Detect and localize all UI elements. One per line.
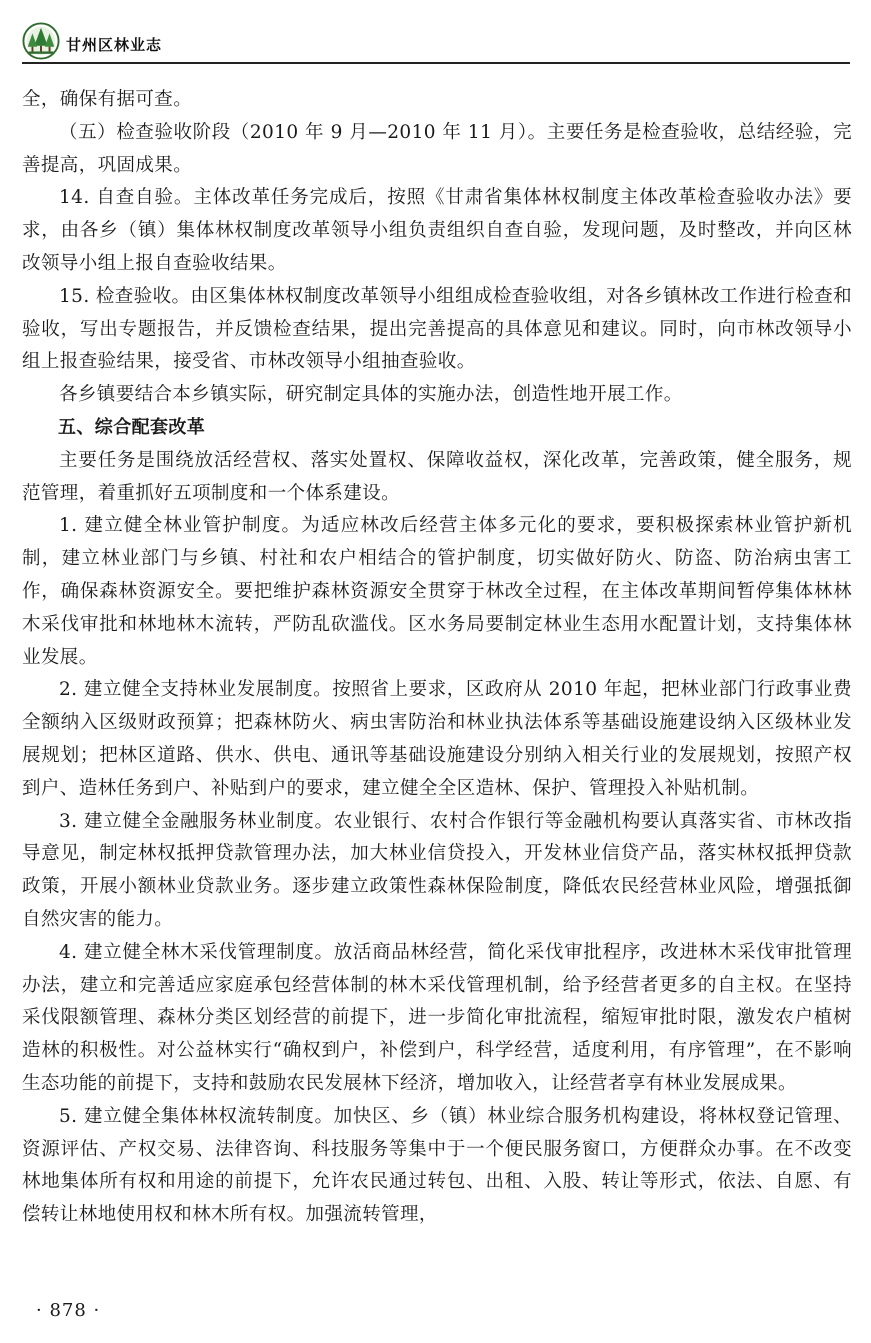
page-header [22, 22, 850, 64]
header-divider [22, 62, 850, 64]
paragraph: 3. 建立健全金融服务林业制度。农业银行、农村合作银行等金融机构要认真落实省、市林改指导意见，制定林权抵押贷款管理办法，加大林业信贷投入，开发林业信贷产品，落实林权抵押贷款政策，开展小额林业贷款业务。逐步建立政策性森林保险制度，降低农民经营林业风险，增强抵御自然灾害的能力。 [22, 810, 852, 930]
paragraph: 全，确保有据可查。 [22, 89, 193, 110]
paragraph: （五）检查验收阶段（2010 年 9 月—2010 年 11 月）。主要任务是检查验收，总结经验，完善提高，巩固成果。 [22, 121, 852, 176]
paragraph: 4. 建立健全林木采伐管理制度。放活商品林经营，简化采伐审批程序，改进林木采伐审批管理办法，建立和完善适应家庭承包经营体制的林木采伐管理机制，给予经营者更多的自主权。在坚持采伐限额管理、森林分类区划经营的前提下，进一步简化审批流程，缩短审批时限，激发农户植树造林的积极性。对公益林实行“确权到户，补偿到户，科学经营，适度利用，有序管理”，在不影响生态功能的前提下，支持和鼓励农民发展林下经济，增加收入，让经营者享有林业发展成果。 [22, 941, 852, 1094]
paragraph: 各乡镇要结合本乡镇实际，研究制定具体的实施办法，创造性地开展工作。 [59, 384, 683, 406]
paragraph: 14. 自查自验。主体改革任务完成后，按照《甘肃省集体林权制度主体改革检查验收办法》要求，由各乡（镇）集体林权制度改革领导小组负责组织自查自验，发现问题，及时整改，并向区林改领导小组上报自查验收结果。 [22, 187, 852, 274]
book-title: 甘州区林业志 [66, 36, 163, 54]
paragraph: 2. 建立健全支持林业发展制度。按照省上要求，区政府从 2010 年起，把林业部门行政事业费全额纳入区级财政预算；把森林防火、病虫害防治和林业执法体系等基础设施建设纳入区级林业发展规划；把林区道路、供水、供电、通讯等基础设施建设分别纳入相关行业的发展规划，按照产权到户、造林任务到户、补贴到户的要求，建立健全全区造林、保护、管理投入补贴机制。 [22, 679, 852, 799]
page-body [22, 84, 852, 1232]
section-heading: 五、综合配套改革 [58, 416, 206, 438]
paragraph: 1. 建立健全林业管护制度。为适应林改后经营主体多元化的要求，要积极探索林业管护新机制，建立林业部门与乡镇、村社和农户相结合的管护制度，切实做好防火、防盗、防治病虫害工作，确保森林资源安全。要把维护森林资源安全贯穿于林改全过程，在主体改革期间暂停集体林林木采伐审批和林地林木流转，严防乱砍滥伐。区水务局要制定林业生态用水配置计划，支持集体林业发展。 [22, 515, 852, 668]
paragraph: 15. 检查验收。由区集体林权制度改革领导小组组成检查验收组，对各乡镇林改工作进行检查和验收，写出专题报告，并反馈检查结果，提出完善提高的具体意见和建议。同时，向市林改领导小组上报查验结果，接受省、市林改领导小组抽查验收。 [22, 285, 852, 373]
paragraph: 5. 建立健全集体林权流转制度。加快区、乡（镇）林业综合服务机构建设，将林权登记管理、资源评估、产权交易、法律咨询、科技服务等集中于一个便民服务窗口，方便群众办事。在不改变林地集体所有权和用途的前提下，允许农民通过转包、出租、入股、转让等形式，依法、自愿、有偿转让林地使用权和林木所有权。加强流转管理， [22, 1105, 852, 1226]
paragraph: 主要任务是围绕放活经营权、落实处置权、保障收益权，深化改革，完善政策，健全服务，规范管理，着重抓好五项制度和一个体系建设。 [22, 449, 852, 504]
forest-logo-icon [22, 22, 60, 60]
page-number: · 878 · [36, 1300, 101, 1321]
